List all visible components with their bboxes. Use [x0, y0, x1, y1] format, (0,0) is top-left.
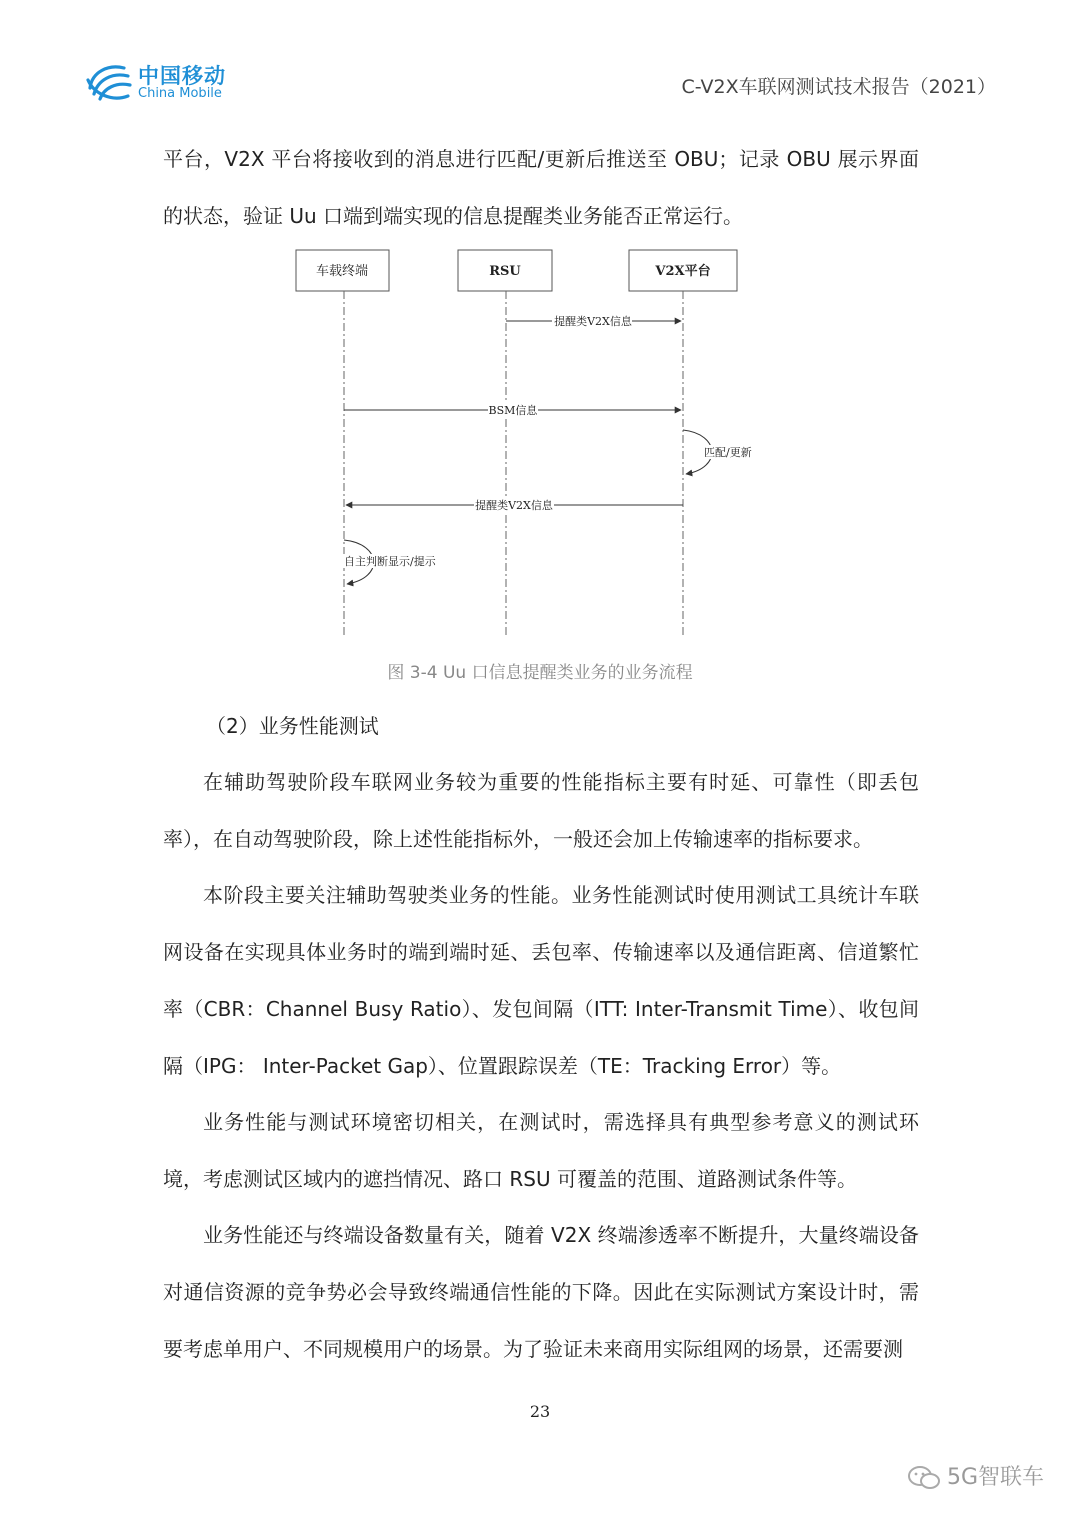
logo-chinese-name: 中国移动 — [138, 64, 226, 88]
message-label-1: 提醒类V2X信息 — [554, 315, 632, 328]
report-title: C-V2X车联网测试技术报告（2021） — [681, 76, 996, 98]
paragraph-test-focus: 本阶段主要关注辅助驾驶类业务的性能。业务性能测试时使用测试工具统计车联网设备在实现具体业务时的端到端时延、丢包率、传输速率以及通信距离、信道繁忙率（CBR：Channel Busy Ratio）、发包间隔（ITT: Inter-Transmit Time）、收包间隔（IPG： Inter-Packet Gap）、位置跟踪误差（TE：Tracking Error）等。 — [163, 883, 919, 1078]
message-label-4: 提醒类V2X信息 — [475, 499, 553, 512]
self-call-label-vehicle: 自主判断显示/提示 — [344, 555, 436, 568]
message-label-2: BSM信息 — [488, 404, 538, 417]
self-call-label-platform: 匹配/更新 — [704, 446, 752, 459]
paragraph-continuation: 平台，V2X 平台将接收到的消息进行匹配/更新后推送至 OBU；记录 OBU 展示界面的状态，验证 Uu 口端到端实现的信息提醒类业务能否正常运行。 — [163, 147, 919, 228]
watermark-text: 5G智联车 — [946, 1465, 1044, 1490]
page-number: 23 — [529, 1402, 551, 1421]
china-mobile-emblem-icon — [84, 58, 136, 104]
section-subheading: （2）业务性能测试 — [206, 714, 379, 738]
actor-label-vehicle: 车载终端 — [315, 264, 369, 279]
logo-english-name: China Mobile — [138, 86, 222, 101]
figure-caption: 图 3-4 Uu 口信息提醒类业务的业务流程 — [387, 663, 693, 683]
sequence-diagram — [290, 246, 790, 641]
paragraph-test-environment: 业务性能与测试环境密切相关，在测试时，需选择具有典型参考意义的测试环境，考虑测试区域内的遮挡情况、路口 RSU 可覆盖的范围、道路测试条件等。 — [163, 1110, 919, 1191]
wechat-icon — [907, 1465, 941, 1491]
paragraph-performance-metrics: 在辅助驾驶阶段车联网业务较为重要的性能指标主要有时延、可靠性（即丢包率），在自动驾驶阶段，除上述性能指标外，一般还会加上传输速率的指标要求。 — [163, 770, 919, 851]
paragraph-terminal-count: 业务性能还与终端设备数量有关，随着 V2X 终端渗透率不断提升，大量终端设备对通信资源的竞争势必会导致终端通信性能的下降。因此在实际测试方案设计时，需要考虑单用户、不同规模用户的场景。为了验证未来商用实际组网的场景，还需要测 — [163, 1223, 919, 1361]
actor-label-platform: V2X平台 — [655, 264, 711, 279]
watermark — [907, 1460, 1044, 1491]
actor-label-rsu: RSU — [489, 264, 521, 279]
china-mobile-logo — [84, 58, 234, 108]
